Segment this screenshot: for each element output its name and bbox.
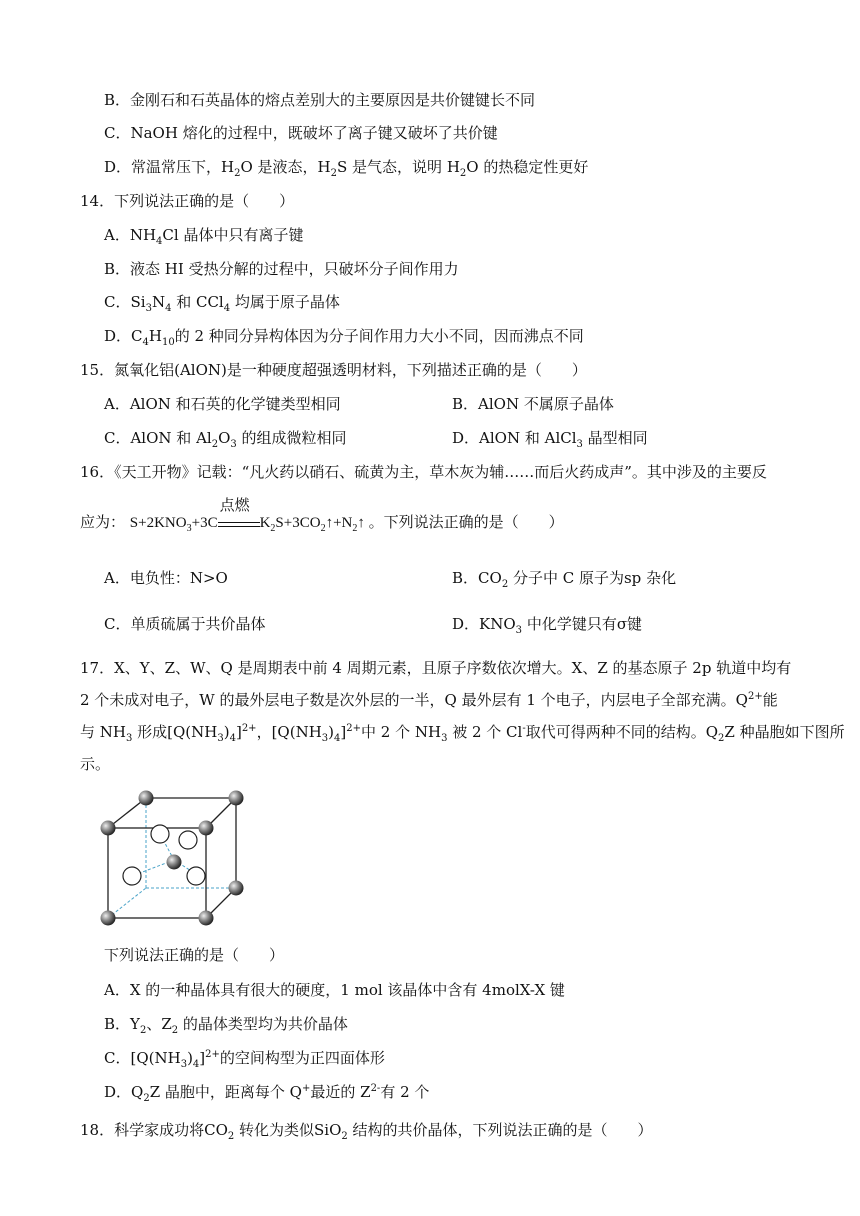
q17-stem-line4: 示。: [80, 755, 111, 773]
q15-option-c: C．AlON 和 $Al_2O_3$ 的组成微粒相同: [104, 429, 347, 450]
q17-prompt: 下列说法正确的是（ ）: [104, 946, 285, 964]
q14-option-d: D．$C_4H_{10}$的 2 种同分异构体因为分子间作用力大小不同，因而沸点不同: [104, 327, 584, 348]
q13-option-d: D．常温常压下，$H_2O$ 是液态，$H_2S$ 是气态，说明 $H_2O$ 的热稳定性更好: [104, 158, 589, 179]
q15-option-b: B．AlON 不属原子晶体: [452, 395, 614, 413]
q14-stem: 14．下列说法正确的是（ ）: [80, 192, 295, 210]
filled-atoms: [101, 791, 244, 926]
q17-stem-line3: 与 $NH_3$ 形成$[Q(NH_3)_4]^{2+}$，$[Q(NH_3)_4]^{2+}$中 2 个 $NH_3$ 被 2 个 Cl-取代可得两种不同的结构。$Q_2Z$ 种晶胞如下图所: [80, 723, 845, 744]
q13-option-c: C．NaOH 熔化的过程中，既破坏了离子键又破坏了共价键: [104, 124, 498, 142]
q16-stem-line1: 16．《天工开物》记载：“凡火药以硝石、硫黄为主，草木灰为辅……而后火药成声”。其中涉及的主要反: [80, 463, 767, 481]
q17-option-b: B．$Y_2$、$Z_2$ 的晶体类型均为共价晶体: [104, 1015, 348, 1036]
q14-option-a: A．$NH_4Cl$ 晶体中只有离子键: [104, 226, 304, 247]
q16-option-a: A．电负性：N>O: [104, 569, 228, 587]
q17-stem-line1: 17．X、Y、Z、W、Q 是周期表中前 4 周期元素，且原子序数依次增大。X、Z 的基态原子 2p 轨道中均有: [80, 659, 792, 677]
q17-option-c: C．$[Q(NH_3)_4]^{2+}$的空间构型为正四面体形: [104, 1049, 385, 1070]
q15-stem: 15．氮氧化铝(AlON)是一种硬度超强透明材料，下列描述正确的是（ ）: [80, 361, 587, 379]
q16-stem-line2: 应为： $S+2KNO_3+3C$ 点燃 $K_2S+3CO_2↑+N_2↑$ 。下列说法正确的是（ ）: [80, 497, 564, 534]
q15-option-a: A．AlON 和石英的化学键类型相同: [104, 395, 341, 413]
q15-option-d: D．AlON 和 AlCl$_3$ 晶型相同: [452, 429, 648, 450]
gas-up-arrow-icon: ↑: [325, 515, 334, 531]
reaction-equation: $S+2KNO_3+3C$ 点燃 $K_2S+3CO_2↑+N_2↑$: [129, 497, 365, 534]
q16-option-b: B．$CO_2$ 分子中 C 原子为sp 杂化: [452, 569, 677, 590]
q14-option-b: B．液态 HI 受热分解的过程中，只破坏分子间作用力: [104, 260, 459, 278]
q13-option-b: B．金刚石和石英晶体的熔点差别大的主要原因是共价键键长不同: [104, 91, 536, 109]
q17-option-d: D．$Q_2Z$ 晶胞中，距离每个 Q+最近的 $Z^{2-}$有 2 个: [104, 1083, 430, 1104]
q17-stem-line2: 2 个未成对电子，W 的最外层电子数是次外层的一半，Q 最外层有 1 个电子，内层电子全部充满。$Q^{2+}$能: [80, 691, 778, 709]
q14-option-c: C．$Si_3N_4$ 和 CCl$_4$ 均属于原子晶体: [104, 293, 340, 314]
q17-option-a: A．X 的一种晶体具有很大的硬度，1 mol 该晶体中含有 4molX-X 键: [104, 981, 565, 999]
unit-cell-diagram: [96, 788, 256, 928]
gas-up-arrow-icon: ↑: [357, 515, 365, 531]
q18-stem: 18．科学家成功将$CO_2$ 转化为类似SiO$_2$ 结构的共价晶体，下列说法正确的是（ ）: [80, 1121, 653, 1142]
open-atoms: [123, 825, 205, 885]
q16-option-c: C．单质硫属于共价晶体: [104, 615, 266, 633]
reaction-arrow: 点燃: [218, 514, 260, 534]
q16-option-d: D．$KNO_3$ 中化学键只有σ键: [452, 615, 643, 636]
